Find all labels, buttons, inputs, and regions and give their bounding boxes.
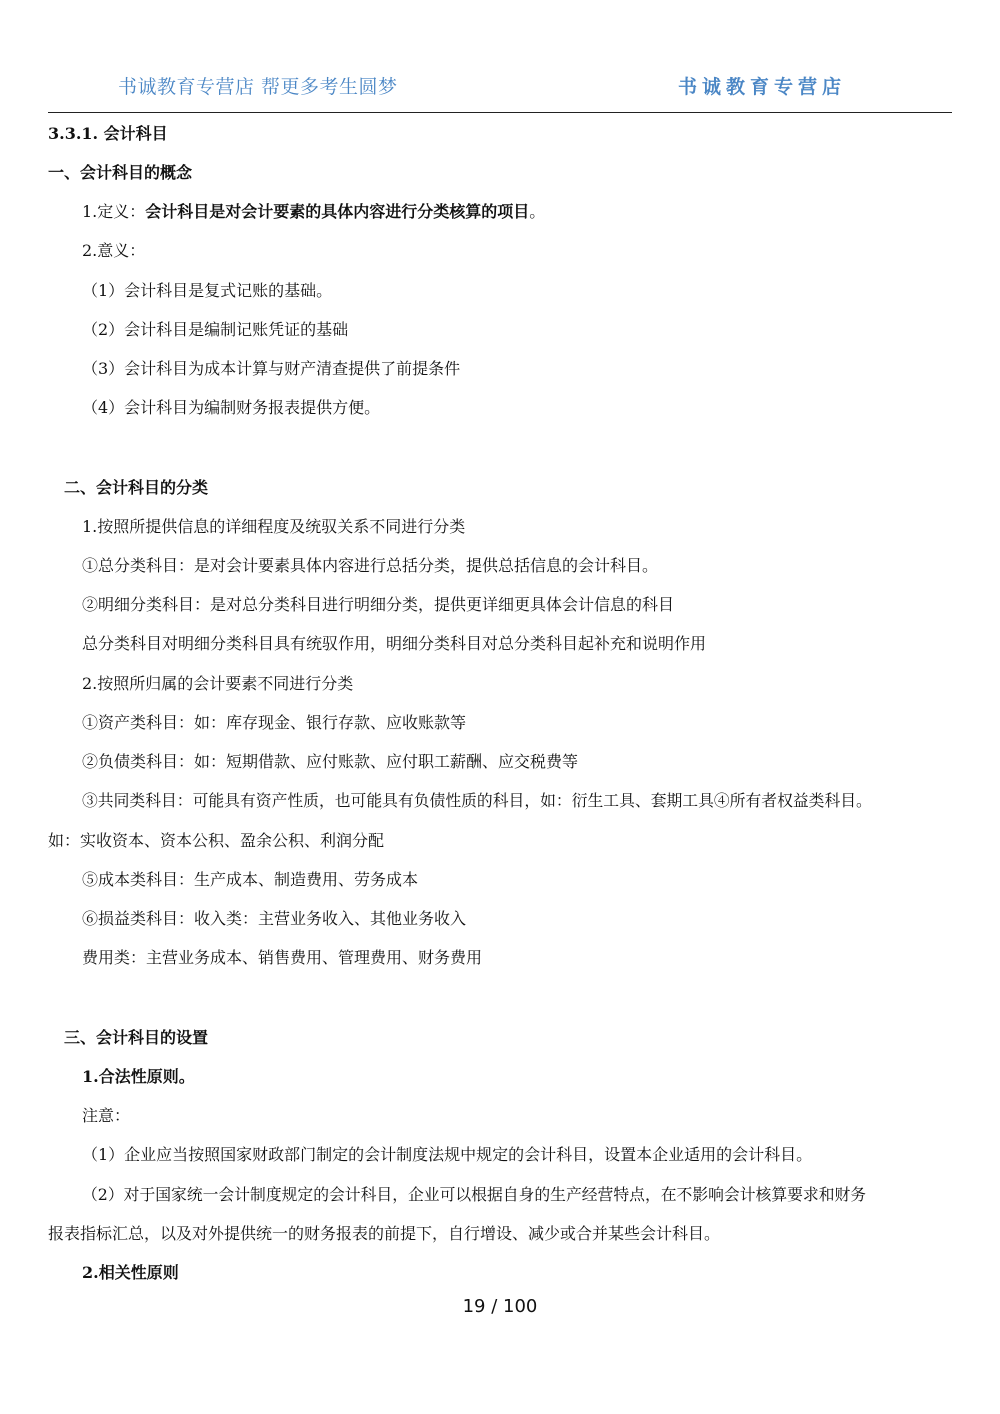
- classification-2e: ⑥损益类科目：收入类：主营业务收入、其他业务收入: [82, 909, 467, 928]
- classification-2c-cont: 如：实收资本、资本公积、盈余公积、利润分配: [48, 831, 385, 850]
- definition-line: [82, 202, 545, 222]
- classification-2a: ①资产类科目：如：库存现金、银行存款、应收账款等: [82, 713, 467, 732]
- meaning-item-3: （3）会计科目为成本计算与财产清查提供了前提条件: [82, 359, 461, 378]
- page-number: 19 / 100: [462, 1296, 538, 1317]
- meaning-item-2: （2）会计科目是编制记账凭证的基础: [82, 320, 349, 339]
- heading-setup: 三、会计科目的设置: [64, 1028, 209, 1047]
- meaning-label: 2.意义：: [82, 241, 146, 260]
- classification-2b: ②负债类科目：如：短期借款、应付账款、应付职工薪酬、应交税费等: [82, 752, 579, 771]
- note-item-1: （1）企业应当按照国家财政部门制定的会计制度法规中规定的会计科目，设置本企业适用的会计科目。: [82, 1145, 813, 1164]
- note-label: 注意：: [82, 1106, 131, 1125]
- classification-1: 1.按照所提供信息的详细程度及统驭关系不同进行分类: [82, 517, 466, 536]
- page-header: [48, 72, 952, 113]
- meaning-item-4: （4）会计科目为编制财务报表提供方便。: [82, 398, 381, 417]
- classification-1b: ②明细分类科目：是对总分类科目进行明细分类，提供更详细更具体会计信息的科目: [82, 595, 675, 614]
- header-shop-name: 书诚教育专营店: [677, 76, 846, 98]
- note-item-2-cont: 报表指标汇总，以及对外提供统一的财务报表的前提下，自行增设、减少或合并某些会计科目。: [48, 1224, 721, 1243]
- definition-label: 1.定义：: [82, 202, 146, 221]
- definition-text: 会计科目是对会计要素的具体内容进行分类核算的项目: [145, 202, 530, 221]
- meaning-item-1: （1）会计科目是复式记账的基础。: [82, 281, 333, 300]
- heading-concept: 一、会计科目的概念: [48, 163, 193, 182]
- note-item-2: （2）对于国家统一会计制度规定的会计科目，企业可以根据自身的生产经营特点，在不影响会计核算要求和财务: [82, 1185, 867, 1204]
- principle-legality: 1.合法性原则。: [82, 1067, 195, 1086]
- classification-2f: 费用类：主营业务成本、销售费用、管理费用、财务费用: [82, 948, 483, 967]
- classification-2: 2.按照所归属的会计要素不同进行分类: [82, 674, 354, 693]
- classification-2d: ⑤成本类科目：生产成本、制造费用、劳务成本: [82, 870, 419, 889]
- classification-1c: 总分类科目对明细分类科目具有统驭作用，明细分类科目对总分类科目起补充和说明作用: [82, 634, 707, 653]
- definition-end: 。: [529, 202, 546, 221]
- section-title: 3.3.1. 会计科目: [48, 124, 168, 143]
- header-shop-slogan: 书诚教育专营店 帮更多考生圆梦: [118, 76, 398, 98]
- heading-classification: 二、会计科目的分类: [64, 478, 209, 497]
- classification-1a: ①总分类科目：是对会计要素具体内容进行总括分类，提供总括信息的会计科目。: [82, 556, 659, 575]
- classification-2c: ③共同类科目：可能具有资产性质，也可能具有负债性质的科目，如：衍生工具、套期工具④所有者权益类科目。: [82, 791, 872, 810]
- principle-relevance: 2.相关性原则: [82, 1263, 179, 1282]
